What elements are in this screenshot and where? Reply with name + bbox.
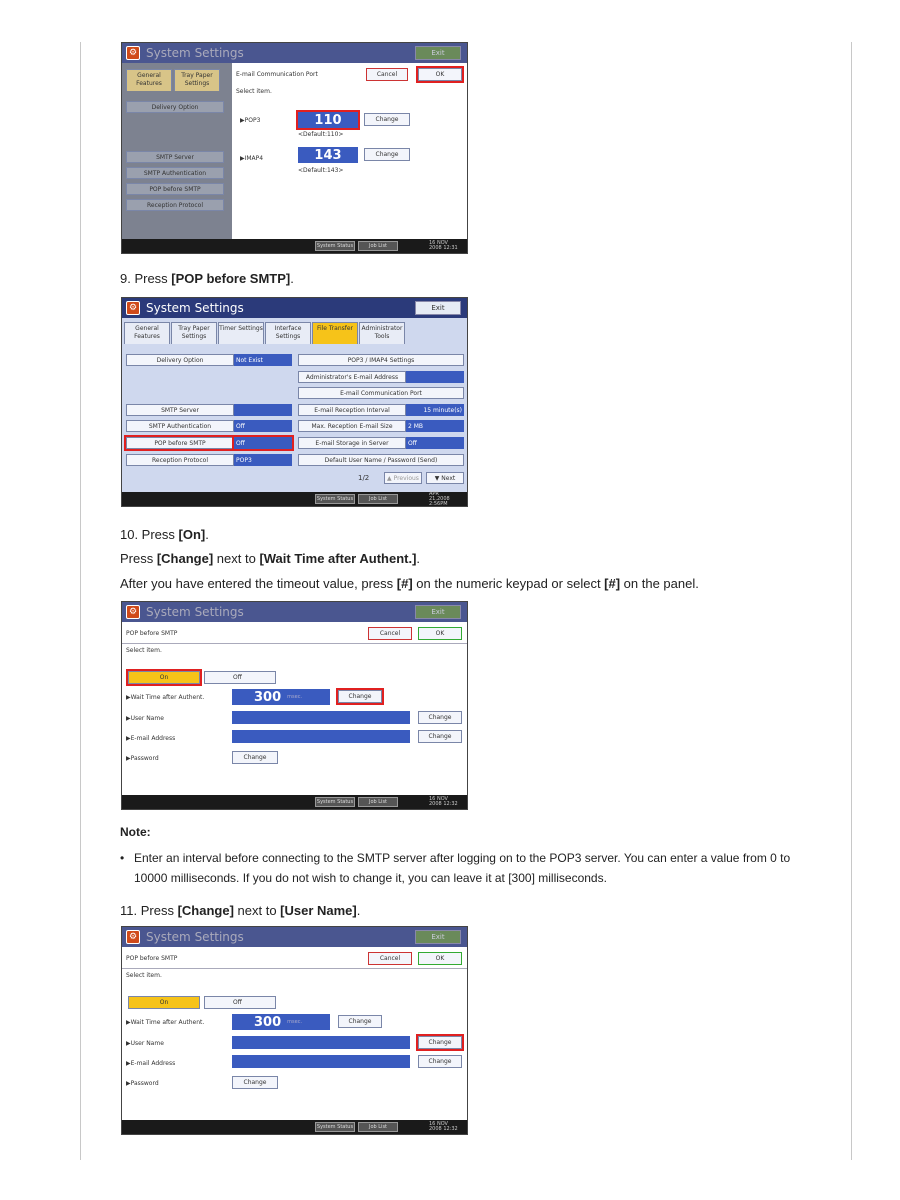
- email-storage-value: Off: [406, 437, 464, 449]
- pop-before-smtp-button[interactable]: POP before SMTP: [126, 437, 234, 449]
- reception-interval-value: 15 minute(s): [406, 404, 464, 416]
- datetime: 16 NOV 2008 12:31: [429, 240, 458, 251]
- smtp-server-value: [234, 404, 292, 416]
- screenshot-email-port: [121, 42, 468, 254]
- max-reception-size-button[interactable]: Max. Reception E-mail Size: [298, 420, 406, 432]
- system-status-button[interactable]: System Status: [316, 496, 354, 502]
- tab-tray-paper[interactable]: Tray Paper Settings: [174, 69, 220, 91]
- divider: [122, 643, 467, 644]
- datetime: APR 21,2008 2:56PM: [429, 490, 450, 507]
- tab-interface[interactable]: Interface Settings: [265, 322, 311, 344]
- imap4-label: ▶IMAP4: [240, 155, 264, 162]
- right-margin-rule: [851, 42, 852, 1160]
- user-name-label: ▶User Name: [126, 1040, 164, 1047]
- delivery-option-button[interactable]: Delivery Option: [126, 354, 234, 366]
- email-address-value: [232, 730, 410, 743]
- cancel-button[interactable]: Cancel: [368, 627, 412, 640]
- title-bar: [122, 298, 467, 318]
- tab-general-features[interactable]: General Features: [126, 69, 172, 91]
- email-port-button[interactable]: E-mail Communication Port: [298, 387, 464, 399]
- title-bar: [122, 43, 467, 63]
- datetime: 16 NOV 2008 12:32: [429, 1121, 458, 1132]
- password-change-button[interactable]: Change: [232, 1076, 278, 1089]
- cancel-button[interactable]: Cancel: [366, 68, 408, 81]
- divider: [122, 968, 467, 969]
- exit-button[interactable]: Exit: [415, 930, 461, 944]
- exit-button[interactable]: Exit: [415, 301, 461, 315]
- pop-before-smtp-button[interactable]: POP before SMTP: [126, 183, 224, 195]
- status-bar: [122, 239, 467, 253]
- password-label: ▶Password: [126, 755, 159, 762]
- settings-icon: ⚙: [126, 301, 140, 315]
- page-indicator: 1/2: [358, 474, 370, 482]
- tab-file-transfer[interactable]: File Transfer: [312, 322, 358, 344]
- imap4-change-button[interactable]: Change: [364, 148, 410, 161]
- title-bar: [122, 927, 467, 947]
- tab-bar: [122, 318, 467, 344]
- job-list-button[interactable]: Job List: [358, 1122, 398, 1132]
- email-address-label: ▶E-mail Address: [126, 1060, 176, 1067]
- select-item-text: Select item.: [126, 647, 162, 654]
- smtp-server-button[interactable]: SMTP Server: [126, 151, 224, 163]
- wait-time-label: ▶Wait Time after Authent.: [126, 694, 205, 701]
- off-button[interactable]: Off: [204, 996, 276, 1009]
- delivery-option-value: Not Exist: [234, 354, 292, 366]
- imap4-port-value[interactable]: 143: [298, 147, 358, 163]
- off-button[interactable]: Off: [204, 671, 276, 684]
- system-status-button[interactable]: System Status: [316, 1124, 354, 1130]
- user-name-change-button[interactable]: Change: [418, 1036, 462, 1049]
- admin-email-button[interactable]: Administrator's E-mail Address: [298, 371, 406, 383]
- job-list-button[interactable]: Job List: [358, 494, 398, 504]
- note-heading: Note:: [120, 825, 151, 839]
- status-bar: [122, 1120, 467, 1134]
- datetime: 16 NOV 2008 12:32: [429, 796, 458, 807]
- ok-button[interactable]: OK: [418, 952, 462, 965]
- email-address-change-button[interactable]: Change: [418, 1055, 462, 1068]
- default-user-password-button[interactable]: Default User Name / Password (Send): [298, 454, 464, 466]
- smtp-auth-button[interactable]: SMTP Authentication: [126, 420, 234, 432]
- smtp-auth-value: Off: [234, 420, 292, 432]
- settings-icon: ⚙: [126, 605, 140, 619]
- on-button[interactable]: On: [128, 996, 200, 1009]
- system-status-button[interactable]: System Status: [316, 799, 354, 805]
- email-address-value: [232, 1055, 410, 1068]
- job-list-button[interactable]: Job List: [358, 797, 398, 807]
- password-label: ▶Password: [126, 1080, 159, 1087]
- title-bar: [122, 602, 467, 622]
- window-title: System Settings: [146, 930, 244, 944]
- on-button[interactable]: On: [128, 671, 200, 684]
- email-address-change-button[interactable]: Change: [418, 730, 462, 743]
- wait-time-change-button[interactable]: Change: [338, 690, 382, 703]
- left-margin-rule: [80, 42, 81, 1160]
- ok-button[interactable]: OK: [418, 68, 462, 81]
- window-title: System Settings: [146, 46, 244, 60]
- step-9: 9. Press [POP before SMTP].: [120, 271, 294, 286]
- email-address-label: ▶E-mail Address: [126, 735, 176, 742]
- select-item-text: Select item.: [236, 88, 272, 95]
- smtp-server-button[interactable]: SMTP Server: [126, 404, 234, 416]
- reception-protocol-value: POP3: [234, 454, 292, 466]
- screenshot-pop-before-smtp-on: [121, 601, 468, 810]
- exit-button[interactable]: Exit: [415, 605, 461, 619]
- user-name-change-button[interactable]: Change: [418, 711, 462, 724]
- status-bar: [122, 795, 467, 809]
- password-change-button[interactable]: Change: [232, 751, 278, 764]
- select-item-text: Select item.: [126, 972, 162, 979]
- pop3-change-button[interactable]: Change: [364, 113, 410, 126]
- tab-admin-tools[interactable]: Administrator Tools: [359, 322, 405, 344]
- wait-time-value[interactable]: 300 msec.: [232, 689, 330, 705]
- pop3-label: ▶POP3: [240, 117, 261, 124]
- dialog-heading: POP before SMTP: [126, 630, 178, 637]
- user-name-value: [232, 1036, 410, 1049]
- reception-interval-button[interactable]: E-mail Reception Interval: [298, 404, 406, 416]
- wait-time-change-button[interactable]: Change: [338, 1015, 382, 1028]
- cancel-button[interactable]: Cancel: [368, 952, 412, 965]
- pop-before-smtp-value: Off: [234, 437, 292, 449]
- exit-button[interactable]: Exit: [415, 46, 461, 60]
- smtp-auth-button[interactable]: SMTP Authentication: [126, 167, 224, 179]
- settings-icon: ⚙: [126, 46, 140, 60]
- dialog-heading: POP before SMTP: [126, 955, 178, 962]
- user-name-value: [232, 711, 410, 724]
- step-10-para-2: After you have entered the timeout value, press [#] on the numeric keypad or select [#] on the panel.: [120, 576, 699, 591]
- tab-timer[interactable]: Timer Settings: [218, 322, 264, 344]
- window-title: System Settings: [146, 605, 244, 619]
- status-bar: [122, 492, 467, 506]
- wait-time-label: ▶Wait Time after Authent.: [126, 1019, 205, 1026]
- next-button[interactable]: ▼ Next: [426, 472, 464, 484]
- email-storage-button[interactable]: E-mail Storage in Server: [298, 437, 406, 449]
- tab-general-features[interactable]: General Features: [124, 322, 170, 344]
- step-10: 10. Press [On].: [120, 527, 209, 542]
- job-list-button[interactable]: Job List: [358, 241, 398, 251]
- previous-button[interactable]: ▲ Previous: [384, 472, 422, 484]
- imap4-default: <Default:143>: [298, 167, 344, 174]
- reception-protocol-button[interactable]: Reception Protocol: [126, 454, 234, 466]
- max-reception-size-value: 2 MB: [406, 420, 464, 432]
- settings-icon: ⚙: [126, 930, 140, 944]
- tab-tray-paper[interactable]: Tray Paper Settings: [171, 322, 217, 344]
- user-name-label: ▶User Name: [126, 715, 164, 722]
- dialog-heading: E-mail Communication Port: [236, 71, 318, 78]
- window-title: System Settings: [146, 301, 244, 315]
- wait-time-value[interactable]: 300 msec.: [232, 1014, 330, 1030]
- step-10-para-1: Press [Change] next to [Wait Time after Authent.].: [120, 551, 421, 566]
- system-status-button[interactable]: System Status: [316, 243, 354, 249]
- pop3-port-value[interactable]: 110: [298, 112, 358, 128]
- note-bullet: • Enter an interval before connecting to the SMTP server after logging on to the POP3 server. You can enter a value from 0 to 10000 milliseconds. If you do not wish to change it, you can leave it at [300] milliseconds.: [134, 848, 824, 888]
- step-11: 11. Press [Change] next to [User Name].: [120, 903, 361, 918]
- admin-email-value: [406, 371, 464, 383]
- delivery-option-button[interactable]: Delivery Option: [126, 101, 224, 113]
- screenshot-pop-before-smtp-user: [121, 926, 468, 1135]
- screenshot-file-transfer: [121, 297, 468, 507]
- reception-protocol-button[interactable]: Reception Protocol: [126, 199, 224, 211]
- ok-button[interactable]: OK: [418, 627, 462, 640]
- pop3-imap4-settings-button[interactable]: POP3 / IMAP4 Settings: [298, 354, 464, 366]
- pop3-default: <Default:110>: [298, 131, 344, 138]
